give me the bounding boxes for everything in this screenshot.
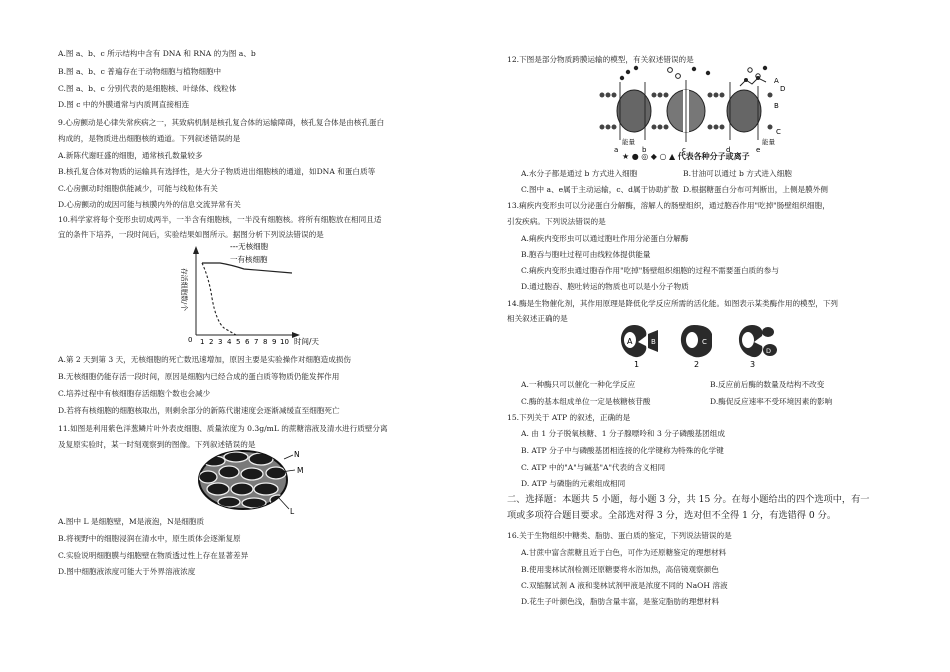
outside-molecules — [620, 66, 767, 80]
q11-option-d: D.图中细胞液浓度可能大于外界溶液浓度 — [58, 567, 196, 576]
fig14-label-a: A — [627, 337, 633, 346]
q16-option-a: A.甘蔗中富含蔗糖且近于白色，可作为还原糖鉴定的理想材料 — [521, 548, 727, 557]
q12-option-d: D.根据糖蛋白分布可判断出，上侧是膜外侧 — [683, 185, 828, 194]
q10-stem-1: 10.科学家将每个变形虫切成两半，一半含有细胞核，一半没有细胞核。将所有细胞放在相同且适 — [58, 215, 382, 224]
fig14-num-1: 1 — [634, 360, 640, 369]
q10-survival-chart — [172, 238, 332, 356]
q9-option-c: C.心房颤动时细胞供能减少，可能与线粒体有关 — [58, 184, 218, 193]
label-d-upper: D — [780, 85, 786, 93]
no-nucleus-curve — [202, 263, 236, 335]
q13-option-c: C.痢疾内变形虫通过胞吞作用"吃掉"肠壁组织细胞的过程不需要蛋白质的参与 — [521, 266, 779, 275]
label-c: c — [682, 146, 686, 154]
section-2-heading-1: 二、选择题：本题共 5 小题，每小题 3 分，共 15 分。在每小题给出的四个选项中，有一 — [507, 494, 870, 505]
q12-option-a: A.水分子都是通过 b 方式进入细胞 — [521, 169, 638, 178]
origin-label: 0 — [188, 336, 193, 344]
x-tick-labels — [200, 338, 289, 346]
x-tick-6: 6 — [245, 338, 250, 346]
q15-option-b: B. ATP 分子中与磷酸基团相连接的化学键称为特殊的化学键 — [521, 446, 724, 455]
q12-stem: 12.下图是部分物质跨膜运输的模型，有关叙述错误的是 — [507, 55, 694, 64]
q8-option-c: C.图 a、b、c 分别代表的是细胞核、叶绿体、线粒体 — [58, 84, 237, 93]
x-tick-9: 9 — [272, 338, 277, 346]
legend-icons: ★ ● ◎ ◆ ○ ▲ — [622, 152, 678, 161]
q14-option-b: B.反应前后酶的数量及结构不改变 — [710, 380, 825, 389]
q10-option-b: B.无核细胞仍能存活一段时间，原因是细胞内已经合成的蛋白质等物质仍能发挥作用 — [58, 372, 340, 381]
q10-option-a: A.第 2 天到第 3 天，无核细胞的死亡数迅速增加，原因主要是实验操作对细胞造成损伤 — [58, 355, 351, 364]
q14-option-a: A.一种酶只可以催化一种化学反应 — [521, 380, 636, 389]
x-tick-7: 7 — [254, 338, 259, 346]
q11-option-a: A.图中 L 是细胞壁，M是液泡，N是细胞质 — [58, 517, 205, 526]
x-axis-label: 时间/天 — [294, 337, 320, 346]
q12-legend — [622, 151, 750, 162]
label-b: b — [642, 146, 647, 154]
q13-stem-2: 引发疾病。下列说法错误的是 — [507, 217, 606, 226]
q10-stem-2: 宜的条件下培养，一段时间后，实验结果如图所示。据图分析下列说法错误的是 — [58, 230, 324, 239]
q8-option-a: A.图 a、b、c 所示结构中含有 DNA 和 RNA 的为图 a、b — [58, 49, 256, 58]
energy-label-1: 能量 — [622, 138, 635, 146]
q15-option-a: A. 由 1 分子脱氧核糖、1 分子腺嘌呤和 3 分子磷酸基团组成 — [521, 429, 725, 438]
q8-option-d: D.图 c 中的外膜通常与内质网直接相连 — [58, 100, 190, 109]
fig14-label-b: B — [651, 338, 656, 346]
carrier-protein-1 — [617, 90, 651, 132]
q10-option-d: D.若将有核细胞的细胞核取出，则剩余部分的新陈代谢速度会逐渐减缓直至细胞死亡 — [58, 406, 340, 415]
glycoprotein — [740, 78, 766, 86]
q13-option-b: B.胞吞与胞吐过程可由线粒体提供能量 — [521, 250, 651, 259]
q14-stem-1: 14.酶是生物催化剂，其作用原理是降低化学反应所需的活化能。如图表示某类酶作用的模型，下列 — [507, 299, 839, 308]
nucleus-curve — [202, 263, 292, 273]
x-tick-8: 8 — [263, 338, 268, 346]
carrier-protein-2 — [727, 90, 761, 132]
q16-option-b: B.使用斐林试剂检测还原糖要将水浴加热，高倍镜观察颜色 — [521, 565, 719, 574]
enzyme-stage-1 — [621, 325, 658, 369]
label-a: a — [614, 146, 619, 154]
q12-membrane-diagram — [590, 64, 790, 164]
enzyme-stage-3 — [739, 325, 777, 369]
q11-option-b: B.将视野中的细胞浸润在清水中，原生质体会逐渐复原 — [58, 534, 241, 543]
q14-stem-2: 相关叙述正确的是 — [507, 314, 568, 323]
q14-option-c: C.酶的基本组成单位一定是核糖核苷酸 — [521, 397, 651, 406]
q9-option-d: D.心房颤动的成因可能与核膜内外的信息交流异常有关 — [58, 200, 241, 209]
q11-stem-1: 11.如图是利用紫色洋葱鳞片叶外表皮细胞、质量浓度为 0.3g/mL 的蔗糖溶液及清水进行质壁分离 — [58, 424, 388, 433]
q16-option-c: C.双缩脲试剂 A 液和斐林试剂甲液是浓度不同的 NaOH 溶液 — [521, 581, 728, 590]
q12-option-c: C.图中 a、e属于主动运输，c、d属于协助扩散 — [521, 185, 679, 194]
q11-stem-2: 及复原实验时，某一时刻观察到的图像。下列叙述错误的是 — [58, 440, 256, 449]
q13-option-d: D.通过胞吞、胞吐转运的物质也可以是小分子物质 — [521, 282, 689, 291]
q15-option-c: C. ATP 中的"A"与碱基"A"代表的含义相同 — [521, 463, 666, 472]
label-b-upper: B — [774, 102, 779, 110]
label-d: d — [726, 146, 731, 154]
q16-option-d: D.花生子叶颜色浅，脂肪含量丰富，是鉴定脂肪的理想材料 — [521, 597, 720, 606]
label-e: e — [756, 146, 761, 154]
legend-text: 代表各种分子或离子 — [677, 152, 750, 161]
section-2-heading-2: 项或多项符合题目要求。全部选对得 3 分，选对但不全得 1 分，有选错得 0 分。 — [507, 510, 837, 521]
label-m: M — [297, 466, 304, 475]
q13-option-a: A.痢疾内变形虫可以通过胞吐作用分泌蛋白分解酶 — [521, 234, 689, 243]
y-axis-arrow — [193, 246, 199, 254]
q13-stem-1: 13.痢疾内变形虫可以分泌蛋白分解酶，溶解人的肠壁组织，通过胞吞作用"吃掉"肠壁组织细胞， — [507, 201, 830, 210]
legend-no-nucleus: ---无核细胞 — [230, 242, 269, 251]
y-axis-label: 存活细胞数/个 — [180, 268, 188, 312]
label-a-upper: A — [774, 77, 779, 85]
fig14-label-d: D — [766, 347, 772, 355]
x-tick-10: 10 — [280, 338, 289, 346]
x-tick-5: 5 — [236, 338, 241, 346]
q11-option-c: C.实验说明细胞膜与细胞壁在物质透过性上存在显著差异 — [58, 551, 249, 560]
x-tick-2: 2 — [209, 338, 214, 346]
fig14-label-c: C — [702, 338, 707, 346]
q10-option-c: C.培养过程中有核细胞存活细胞个数也会减少 — [58, 389, 211, 398]
q9-stem-1: 9.心房颤动是心律失常疾病之一，其致病机制是核孔复合体的运输障碍，核孔复合体是由核孔蛋白 — [58, 118, 385, 127]
x-tick-3: 3 — [218, 338, 223, 346]
q15-stem: 15.下列关于 ATP 的叙述，正确的是 — [507, 413, 631, 422]
label-n: N — [294, 450, 300, 459]
x-tick-1: 1 — [200, 338, 205, 346]
fig14-num-3: 3 — [750, 360, 756, 369]
q14-option-d: D.酶促反应速率不受环境因素的影响 — [710, 397, 833, 406]
fig14-num-2: 2 — [694, 360, 700, 369]
label-c-lower: C — [776, 128, 781, 136]
q12-option-b: B.甘油可以通过 b 方式进入细胞 — [683, 169, 792, 178]
x-tick-4: 4 — [227, 338, 232, 346]
q9-stem-2: 构成的，是物质进出细胞核的通道。下列叙述错误的是 — [58, 134, 241, 143]
q9-option-a: A.新陈代谢旺盛的细胞，通常核孔数量较多 — [58, 151, 203, 160]
q9-option-b: B.核孔复合体对物质的运输具有选择性，是大分子物质进出细胞核的通道，如DNA 和蛋白质等 — [58, 167, 376, 176]
enzyme-stage-2 — [681, 325, 712, 369]
label-l: L — [290, 507, 295, 515]
q8-option-b: B.图 a、b、c 普遍存在于动物细胞与植物细胞中 — [58, 67, 222, 76]
legend-nucleus: 一有核细胞 — [230, 255, 268, 264]
q16-stem: 16.关于生物组织中糖类、脂肪、蛋白质的鉴定，下列说法错误的是 — [507, 531, 732, 540]
q11-plasmolysis-image — [196, 447, 306, 515]
energy-label-2: 能量 — [762, 138, 775, 146]
q15-option-d: D. ATP 与磷脂的元素组成相同 — [521, 479, 626, 488]
q14-enzyme-model — [612, 320, 792, 370]
